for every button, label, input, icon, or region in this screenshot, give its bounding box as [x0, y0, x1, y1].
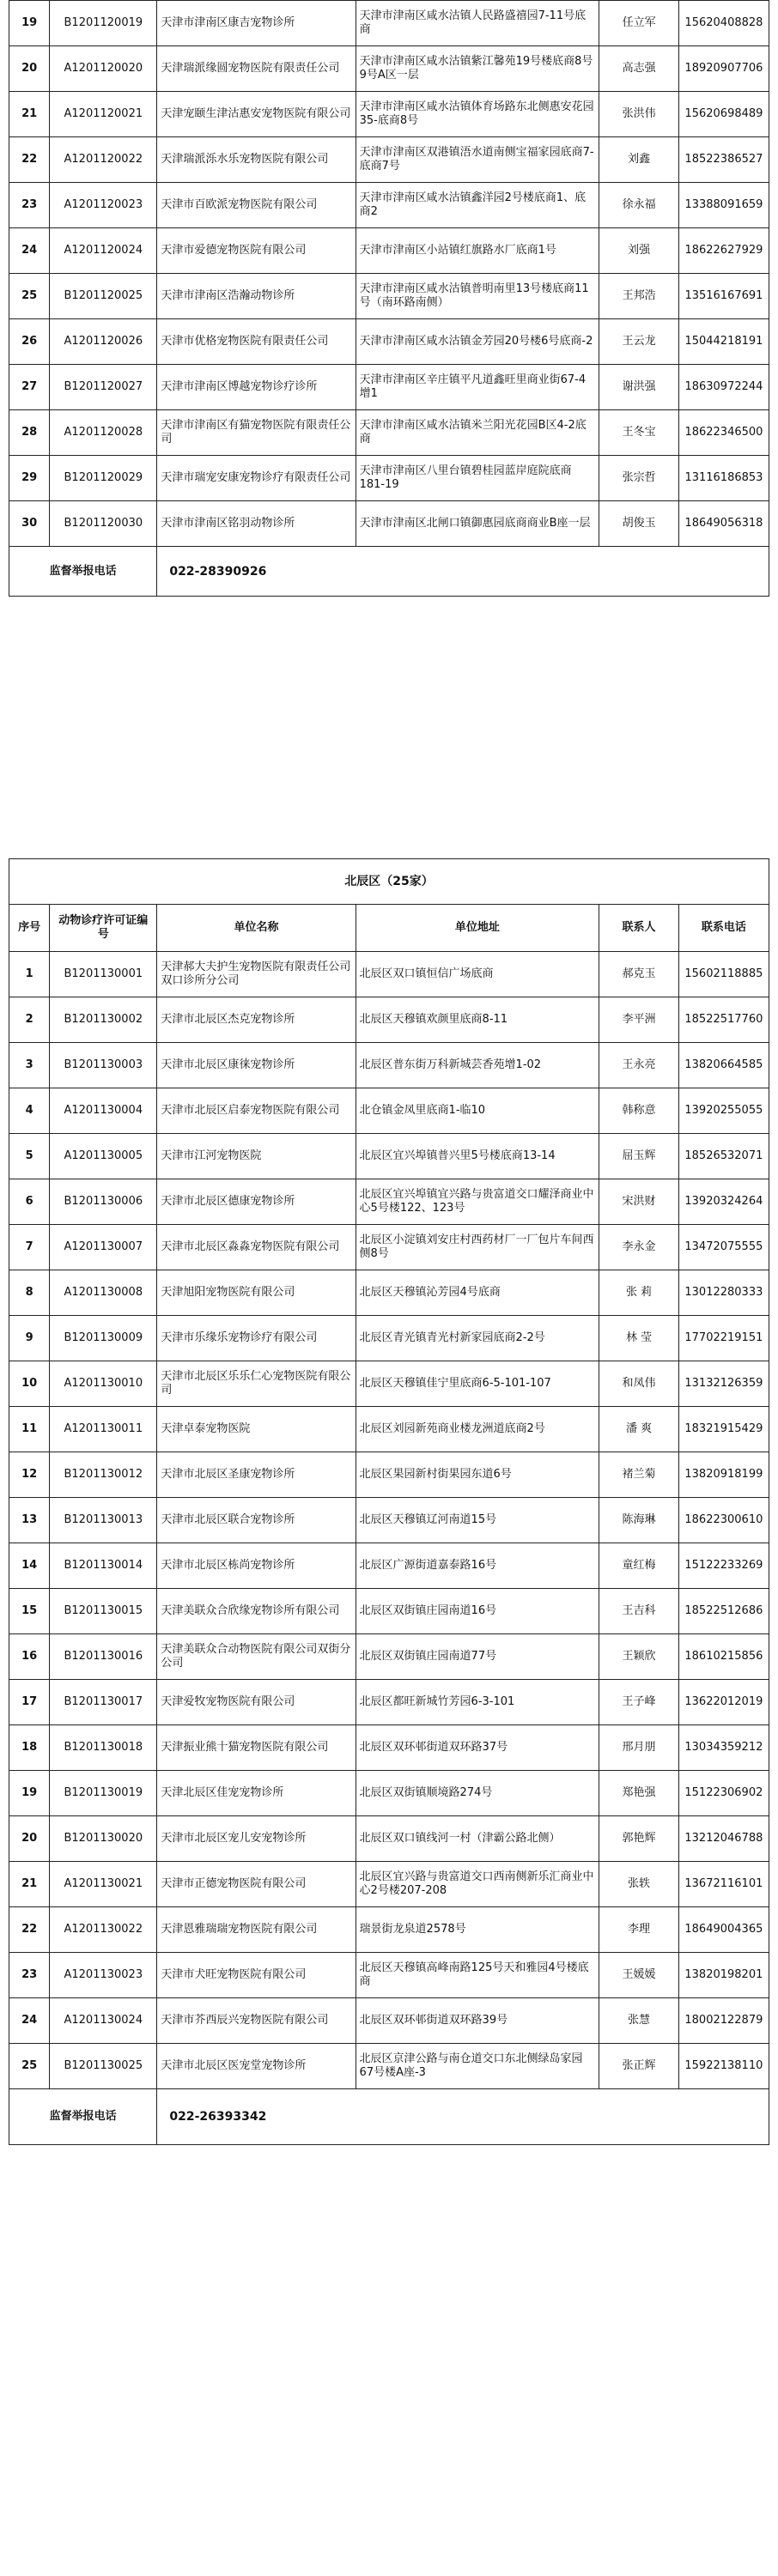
clinic-name: 天津市北辰区宠儿安宠物诊所 — [157, 1816, 356, 1862]
license-number: A1201130011 — [50, 1407, 157, 1452]
clinic-name: 天津市津南区浩瀚动物诊所 — [157, 274, 356, 319]
clinic-name: 天津市北辰区乐乐仁心宠物医院有限公司 — [157, 1361, 356, 1407]
contact-person: 童红梅 — [599, 1543, 678, 1589]
row-number: 30 — [9, 501, 50, 547]
clinic-name: 天津市犬旺宠物医院有限公司 — [157, 1953, 356, 1998]
contact-person: 韩称意 — [599, 1088, 678, 1134]
clinic-address: 北辰区宜兴路与贵富道交口西南侧新乐汇商业中心2号楼207-208 — [356, 1862, 599, 1907]
clinic-name: 天津郝大夫护生宠物医院有限责任公司双口诊所分公司 — [157, 952, 356, 997]
row-number: 18 — [9, 1725, 50, 1771]
license-number: A1201130021 — [50, 1862, 157, 1907]
contact-phone: 18630972244 — [678, 365, 769, 410]
clinic-address: 北辰区果园新村街果园东道6号 — [356, 1452, 599, 1498]
table-row — [9, 1953, 769, 1998]
table-row — [9, 1225, 769, 1270]
license-number: B1201130012 — [50, 1452, 157, 1498]
contact-phone: 15620408828 — [678, 1, 769, 46]
clinic-name: 天津市江河宠物医院 — [157, 1134, 356, 1179]
license-number: B1201130015 — [50, 1589, 157, 1634]
contact-person: 高志强 — [599, 46, 678, 92]
clinic-address: 北辰区京津公路与南仓道交口东北侧绿岛家园67号楼A座-3 — [356, 2044, 599, 2089]
contact-person: 李永金 — [599, 1225, 678, 1270]
license-number: B1201130025 — [50, 2044, 157, 2089]
row-number: 5 — [9, 1134, 50, 1179]
contact-phone: 13132126359 — [678, 1361, 769, 1407]
clinic-address: 北辰区普东街万科新城芸香苑增1-02 — [356, 1043, 599, 1088]
row-number: 29 — [9, 456, 50, 501]
row-number: 9 — [9, 1316, 50, 1361]
clinic-address: 北辰区青光镇青光村新家园底商2-2号 — [356, 1316, 599, 1361]
table-row — [9, 1998, 769, 2044]
clinic-name: 天津美联众合欣缘宠物诊所有限公司 — [157, 1589, 356, 1634]
contact-phone: 15620698489 — [678, 92, 769, 137]
clinic-address: 天津市津南区咸水沽镇体育场路东北侧惠安花园35-底商8号 — [356, 92, 599, 137]
clinic-address: 北辰区天穆镇欢颜里底商8-11 — [356, 997, 599, 1043]
row-number: 12 — [9, 1452, 50, 1498]
row-number: 6 — [9, 1179, 50, 1225]
license-number: A1201120022 — [50, 137, 157, 183]
clinic-address: 天津市津南区小站镇红旗路水厂底商1号 — [356, 228, 599, 274]
row-number: 24 — [9, 228, 50, 274]
table-row — [9, 183, 769, 228]
table-title-row — [9, 859, 769, 905]
contact-phone: 13622012019 — [678, 1680, 769, 1725]
contact-phone: 13388091659 — [678, 183, 769, 228]
contact-phone: 13516167691 — [678, 274, 769, 319]
contact-phone: 13672116101 — [678, 1862, 769, 1907]
license-number: A1201120023 — [50, 183, 157, 228]
clinic-name: 天津市北辰区淼淼宠物医院有限公司 — [157, 1225, 356, 1270]
row-number: 2 — [9, 997, 50, 1043]
contact-person: 屈玉辉 — [599, 1134, 678, 1179]
contact-person: 王永亮 — [599, 1043, 678, 1088]
table-row — [9, 92, 769, 137]
clinic-address: 天津市津南区咸水沽镇米兰阳光花园B区4-2底商 — [356, 410, 599, 456]
table-row — [9, 1361, 769, 1407]
clinic-name: 天津市北辰区启泰宠物医院有限公司 — [157, 1088, 356, 1134]
row-number: 22 — [9, 1907, 50, 1953]
row-number: 11 — [9, 1407, 50, 1452]
clinic-name: 天津市正德宠物医院有限公司 — [157, 1862, 356, 1907]
license-number: B1201130001 — [50, 952, 157, 997]
contact-phone: 13820198201 — [678, 1953, 769, 1998]
contact-person: 张洪伟 — [599, 92, 678, 137]
clinic-name: 天津市爱德宠物医院有限公司 — [157, 228, 356, 274]
table-row — [9, 228, 769, 274]
hotline-row — [9, 547, 769, 597]
license-number: A1201130004 — [50, 1088, 157, 1134]
license-number: A1201120026 — [50, 319, 157, 365]
clinic-name: 天津北辰区佳宠宠物诊所 — [157, 1771, 356, 1816]
table-row — [9, 46, 769, 92]
clinic-name: 天津市津南区铭羽动物诊所 — [157, 501, 356, 547]
table-row — [9, 1907, 769, 1953]
clinic-address: 北辰区宜兴埠镇普兴里5号楼底商13-14 — [356, 1134, 599, 1179]
contact-phone: 15122233269 — [678, 1543, 769, 1589]
clinic-address: 天津市津南区咸水沽镇鑫洋园2号楼底商1、底商2 — [356, 183, 599, 228]
table-row — [9, 1, 769, 46]
license-number: A1201130008 — [50, 1270, 157, 1316]
row-number: 21 — [9, 92, 50, 137]
contact-person: 郝克玉 — [599, 952, 678, 997]
contact-phone: 15122306902 — [678, 1771, 769, 1816]
clinic-name: 天津卓泰宠物医院 — [157, 1407, 356, 1452]
contact-person: 王吉科 — [599, 1589, 678, 1634]
clinic-name: 天津市津南区康吉宠物诊所 — [157, 1, 356, 46]
row-number: 24 — [9, 1998, 50, 2044]
clinic-name: 天津市北辰区圣康宠物诊所 — [157, 1452, 356, 1498]
table-row — [9, 1634, 769, 1680]
license-number: B1201130003 — [50, 1043, 157, 1088]
row-number: 26 — [9, 319, 50, 365]
row-number: 10 — [9, 1361, 50, 1407]
license-number: B1201130013 — [50, 1498, 157, 1543]
row-number: 3 — [9, 1043, 50, 1088]
row-number: 4 — [9, 1088, 50, 1134]
contact-phone: 18610215856 — [678, 1634, 769, 1680]
table-row — [9, 1862, 769, 1907]
contact-person: 王邦浩 — [599, 274, 678, 319]
contact-person: 王颖欣 — [599, 1634, 678, 1680]
contact-person: 李平洲 — [599, 997, 678, 1043]
clinic-name: 天津市北辰区康徕宠物诊所 — [157, 1043, 356, 1088]
clinic-address: 北仓镇金凤里底商1-临10 — [356, 1088, 599, 1134]
clinic-address: 北辰区宜兴埠镇宜兴路与贵富道交口耀泽商业中心5号楼122、123号 — [356, 1179, 599, 1225]
contact-person: 张慧 — [599, 1998, 678, 2044]
contact-person: 任立军 — [599, 1, 678, 46]
clinic-name: 天津市津南区有猫宠物医院有限责任公司 — [157, 410, 356, 456]
table-row — [9, 319, 769, 365]
clinic-name: 天津恩雅瑞瑞宠物医院有限公司 — [157, 1907, 356, 1953]
contact-person: 褚兰菊 — [599, 1452, 678, 1498]
header-address: 单位地址 — [356, 905, 599, 952]
contact-phone: 13012280333 — [678, 1270, 769, 1316]
hotline-row — [9, 2089, 769, 2145]
clinic-name: 天津爱牧宠物医院有限公司 — [157, 1680, 356, 1725]
contact-person: 邢月朋 — [599, 1725, 678, 1771]
row-number: 25 — [9, 274, 50, 319]
row-number: 1 — [9, 952, 50, 997]
contact-person: 徐永福 — [599, 183, 678, 228]
contact-phone: 18522512686 — [678, 1589, 769, 1634]
contact-person: 张正辉 — [599, 2044, 678, 2089]
clinic-address: 北辰区双口镇线河一村（津霸公路北侧） — [356, 1816, 599, 1862]
row-number: 16 — [9, 1634, 50, 1680]
clinic-name: 天津市瑞宠安康宠物诊疗有限责任公司 — [157, 456, 356, 501]
clinic-name: 天津美联众合动物医院有限公司双街分公司 — [157, 1634, 356, 1680]
clinic-name: 天津市北辰区栋尚宠物诊所 — [157, 1543, 356, 1589]
contact-person: 李理 — [599, 1907, 678, 1953]
contact-person: 张轶 — [599, 1862, 678, 1907]
row-number: 14 — [9, 1543, 50, 1589]
clinic-address: 北辰区天穆镇辽河南道15号 — [356, 1498, 599, 1543]
row-number: 20 — [9, 1816, 50, 1862]
clinic-name: 天津市北辰区德康宠物诊所 — [157, 1179, 356, 1225]
license-number: B1201120025 — [50, 274, 157, 319]
license-number: B1201130017 — [50, 1680, 157, 1725]
contact-phone: 13920255055 — [678, 1088, 769, 1134]
clinic-address: 北辰区双环邨街道双环路39号 — [356, 1998, 599, 2044]
clinic-address: 北辰区广源街道嘉泰路16号 — [356, 1543, 599, 1589]
clinic-name: 天津市芥西辰兴宠物医院有限公司 — [157, 1998, 356, 2044]
license-number: A1201130023 — [50, 1953, 157, 1998]
header-name: 单位名称 — [157, 905, 356, 952]
license-number: B1201120030 — [50, 501, 157, 547]
table-row — [9, 501, 769, 547]
table-row — [9, 1407, 769, 1452]
contact-phone: 18649056318 — [678, 501, 769, 547]
contact-person: 潘 爽 — [599, 1407, 678, 1452]
contact-person: 林 莹 — [599, 1316, 678, 1361]
contact-phone: 18522517760 — [678, 997, 769, 1043]
row-number: 23 — [9, 1953, 50, 1998]
clinic-address: 北辰区双街镇顺境路274号 — [356, 1771, 599, 1816]
clinic-address: 天津市津南区辛庄镇平凡道鑫旺里商业街67-4增1 — [356, 365, 599, 410]
contact-person: 和凤伟 — [599, 1361, 678, 1407]
table-row — [9, 1316, 769, 1361]
clinic-address: 瑞景街龙泉道2578号 — [356, 1907, 599, 1953]
table-row — [9, 1589, 769, 1634]
clinic-name: 天津市北辰区医宠堂宠物诊所 — [157, 2044, 356, 2089]
contact-person: 胡俊玉 — [599, 501, 678, 547]
contact-phone: 13920324264 — [678, 1179, 769, 1225]
table-row — [9, 456, 769, 501]
license-number: B1201130006 — [50, 1179, 157, 1225]
license-number: B1201130019 — [50, 1771, 157, 1816]
contact-phone: 13472075555 — [678, 1225, 769, 1270]
table-row — [9, 137, 769, 183]
contact-person: 王媛媛 — [599, 1953, 678, 1998]
clinic-address: 天津市津南区咸水沽镇普明南里13号楼底商11号（南环路南侧） — [356, 274, 599, 319]
contact-phone: 13820664585 — [678, 1043, 769, 1088]
clinic-name: 天津瑞派缘圆宠物医院有限责任公司 — [157, 46, 356, 92]
row-number: 28 — [9, 410, 50, 456]
table-row — [9, 1134, 769, 1179]
table-row — [9, 1452, 769, 1498]
header-no: 序号 — [9, 905, 50, 952]
hotline-label: 监督举报电话 — [9, 547, 157, 597]
license-number: A1201130024 — [50, 1998, 157, 2044]
contact-person: 张 莉 — [599, 1270, 678, 1316]
table-row — [9, 1680, 769, 1725]
table-row — [9, 1816, 769, 1862]
clinic-address: 北辰区双环邨街道双环路37号 — [356, 1725, 599, 1771]
row-number: 22 — [9, 137, 50, 183]
clinic-name: 天津市百欧派宠物医院有限公司 — [157, 183, 356, 228]
contact-person: 王冬宝 — [599, 410, 678, 456]
clinic-name: 天津市津南区博越宠物诊疗诊所 — [157, 365, 356, 410]
license-number: A1201130005 — [50, 1134, 157, 1179]
contact-person: 宋洪财 — [599, 1179, 678, 1225]
table-row — [9, 1498, 769, 1543]
clinic-address: 北辰区天穆镇佳宁里底商6-5-101-107 — [356, 1361, 599, 1407]
clinic-address: 天津市津南区双港镇浯水道南侧宝福家园底商7-底商7号 — [356, 137, 599, 183]
license-number: A1201120020 — [50, 46, 157, 92]
contact-phone: 18649004365 — [678, 1907, 769, 1953]
clinic-address: 北辰区刘园新苑商业楼龙洲道底商2号 — [356, 1407, 599, 1452]
license-number: B1201130020 — [50, 1816, 157, 1862]
clinic-address: 天津市津南区咸水沽镇金芳园20号楼6号底商-2 — [356, 319, 599, 365]
table-row — [9, 410, 769, 456]
clinic-name: 天津市乐缘乐宠物诊疗有限公司 — [157, 1316, 356, 1361]
clinic-address: 天津市津南区咸水沽镇人民路盛禧园7-11号底商 — [356, 1, 599, 46]
contact-person: 谢洪强 — [599, 365, 678, 410]
clinic-address: 北辰区天穆镇高峰南路125号天和雅园4号楼底商 — [356, 1953, 599, 1998]
license-number: B1201120027 — [50, 365, 157, 410]
clinic-name: 天津旭阳宠物医院有限公司 — [157, 1270, 356, 1316]
clinic-address: 北辰区双街镇庄园南道16号 — [356, 1589, 599, 1634]
clinic-address: 天津市津南区北闸口镇御惠园底商商业B座一层 — [356, 501, 599, 547]
row-number: 19 — [9, 1, 50, 46]
row-number: 7 — [9, 1225, 50, 1270]
header-contact: 联系人 — [599, 905, 678, 952]
district-title: 北辰区（25家） — [9, 859, 769, 905]
row-number: 23 — [9, 183, 50, 228]
row-number: 17 — [9, 1680, 50, 1725]
row-number: 15 — [9, 1589, 50, 1634]
contact-phone: 18526532071 — [678, 1134, 769, 1179]
table-row — [9, 2044, 769, 2089]
license-number: A1201130007 — [50, 1225, 157, 1270]
contact-phone: 18321915429 — [678, 1407, 769, 1452]
clinic-name: 天津瑞派泺水乐宠物医院有限公司 — [157, 137, 356, 183]
beichen-clinic-table — [9, 858, 769, 2145]
contact-phone: 18622627929 — [678, 228, 769, 274]
row-number: 13 — [9, 1498, 50, 1543]
table-row — [9, 365, 769, 410]
license-number: A1201130022 — [50, 1907, 157, 1953]
contact-phone: 13034359212 — [678, 1725, 769, 1771]
contact-phone: 13212046788 — [678, 1816, 769, 1862]
header-row — [9, 905, 769, 952]
license-number: A1201130010 — [50, 1361, 157, 1407]
table-row — [9, 1179, 769, 1225]
table-row — [9, 1270, 769, 1316]
table-row — [9, 1043, 769, 1088]
contact-person: 陈海琳 — [599, 1498, 678, 1543]
contact-person: 郑艳强 — [599, 1771, 678, 1816]
contact-person: 郭艳辉 — [599, 1816, 678, 1862]
contact-phone: 17702219151 — [678, 1316, 769, 1361]
table-row — [9, 1088, 769, 1134]
clinic-address: 天津市津南区咸水沽镇紫江馨苑19号楼底商8号9号A区一层 — [356, 46, 599, 92]
table-row — [9, 952, 769, 997]
contact-phone: 15602118885 — [678, 952, 769, 997]
license-number: B1201130016 — [50, 1634, 157, 1680]
contact-person: 张宗哲 — [599, 456, 678, 501]
license-number: B1201130009 — [50, 1316, 157, 1361]
clinic-name: 天津市北辰区联合宠物诊所 — [157, 1498, 356, 1543]
clinic-name: 天津振业熊十猫宠物医院有限公司 — [157, 1725, 356, 1771]
header-phone: 联系电话 — [678, 905, 769, 952]
table-row — [9, 1543, 769, 1589]
clinic-address: 北辰区双口镇恒信广场底商 — [356, 952, 599, 997]
contact-person: 王子峰 — [599, 1680, 678, 1725]
row-number: 25 — [9, 2044, 50, 2089]
contact-phone: 15922138110 — [678, 2044, 769, 2089]
row-number: 19 — [9, 1771, 50, 1816]
clinic-address: 北辰区天穆镇沁芳园4号底商 — [356, 1270, 599, 1316]
row-number: 8 — [9, 1270, 50, 1316]
contact-person: 刘鑫 — [599, 137, 678, 183]
table-row — [9, 1771, 769, 1816]
contact-phone: 18622300610 — [678, 1498, 769, 1543]
row-number: 21 — [9, 1862, 50, 1907]
license-number: B1201120029 — [50, 456, 157, 501]
license-number: B1201130018 — [50, 1725, 157, 1771]
license-number: A1201120028 — [50, 410, 157, 456]
license-number: B1201120019 — [50, 1, 157, 46]
contact-person: 王云龙 — [599, 319, 678, 365]
row-number: 27 — [9, 365, 50, 410]
clinic-name: 天津市优格宠物医院有限责任公司 — [157, 319, 356, 365]
table-row — [9, 1725, 769, 1771]
clinic-address: 天津市津南区八里台镇碧桂园蓝岸庭院底商181-19 — [356, 456, 599, 501]
contact-person: 刘强 — [599, 228, 678, 274]
clinic-address: 北辰区小淀镇刘安庄村西药材厂一厂包片车间西侧8号 — [356, 1225, 599, 1270]
contact-phone: 18622346500 — [678, 410, 769, 456]
jinnan-clinic-table — [9, 0, 769, 597]
contact-phone: 13116186853 — [678, 456, 769, 501]
clinic-address: 北辰区双街镇庄园南道77号 — [356, 1634, 599, 1680]
table-row — [9, 274, 769, 319]
license-number: A1201120021 — [50, 92, 157, 137]
contact-phone: 18522386527 — [678, 137, 769, 183]
contact-phone: 15044218191 — [678, 319, 769, 365]
hotline-phone: 022-26393342 — [157, 2089, 769, 2145]
header-license: 动物诊疗许可证编号 — [50, 905, 157, 952]
contact-phone: 13820918199 — [678, 1452, 769, 1498]
table-row — [9, 997, 769, 1043]
license-number: B1201130002 — [50, 997, 157, 1043]
row-number: 20 — [9, 46, 50, 92]
clinic-name: 天津宠颐生津沽惠安宠物医院有限公司 — [157, 92, 356, 137]
clinic-name: 天津市北辰区杰克宠物诊所 — [157, 997, 356, 1043]
contact-phone: 18920907706 — [678, 46, 769, 92]
clinic-address: 北辰区都旺新城竹芳园6-3-101 — [356, 1680, 599, 1725]
license-number: B1201130014 — [50, 1543, 157, 1589]
license-number: A1201120024 — [50, 228, 157, 274]
hotline-label: 监督举报电话 — [9, 2089, 157, 2145]
hotline-phone: 022-28390926 — [157, 547, 769, 597]
contact-phone: 18002122879 — [678, 1998, 769, 2044]
